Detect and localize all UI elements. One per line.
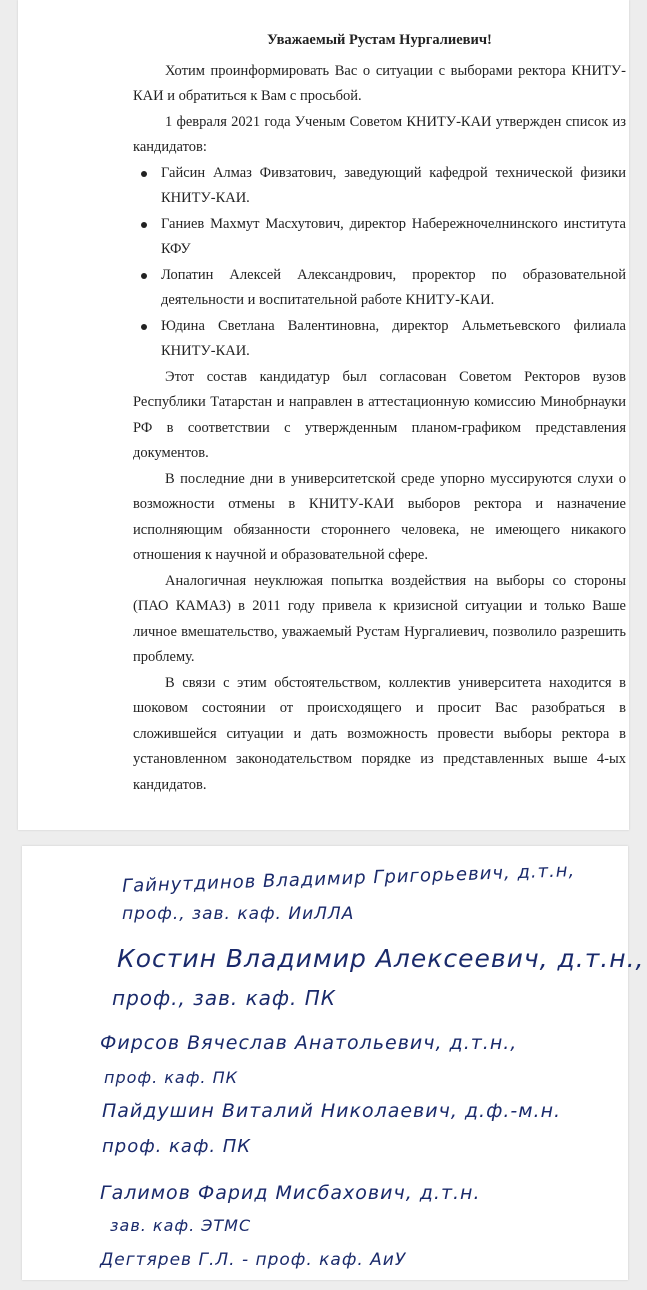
signature-entry [22, 984, 628, 1024]
signature-entry [22, 1250, 628, 1290]
handwritten-signature: Пайдушин Виталий Николаевич, д.ф.-м.н. [102, 1100, 562, 1122]
signature-entry [22, 904, 628, 944]
candidate-item: Лопатин Алексей Александрович, проректор по образовательной деятельности и воспитательной работе КНИТУ-КАИ. [161, 263, 626, 314]
letter-paragraph: В связи с этим обстоятельством, коллектив университета находится в шоковом состоянии от происходящего и просит Вас разобраться в сложившейся ситуации и дать возможность провести выборы ректора в установленном законодательством порядке из представленных выше 4-ых кандидатов. [133, 674, 626, 793]
bullet-icon [141, 324, 147, 330]
handwritten-signature: Костин Владимир Алексеевич, д.т.н., [117, 944, 645, 973]
signature-entry [22, 1100, 628, 1140]
candidate-list [133, 161, 626, 365]
letter-body [133, 28, 626, 798]
signature-entry [22, 1032, 628, 1072]
signature-page [22, 846, 645, 1280]
handwritten-signature: проф. каф. ПК [104, 1068, 238, 1087]
handwritten-signature: зав. каф. ЭТМС [110, 1216, 252, 1235]
candidate-item: Ганиев Махмут Масхутович, директор Набережночелнинского института КФУ [161, 212, 626, 263]
candidate-item: Гайсин Алмаз Фивзатович, заведующий кафедрой технической физики КНИТУ-КАИ. [161, 161, 626, 212]
handwritten-signature: Дегтярев Г.Л. - проф. каф. АиУ [100, 1250, 407, 1270]
letter-greeting: Уважаемый Рустам Нургалиевич! [267, 32, 492, 48]
letter-intro: Хотим проинформировать Вас о ситуации с выборами ректора КНИТУ-КАИ и обратиться к Вам с просьбой. [133, 62, 626, 104]
letter-page [18, 0, 629, 830]
signature-entry [22, 860, 628, 906]
handwritten-signature: Галимов Фарид Мисбахович, д.т.н. [100, 1182, 481, 1204]
bullet-icon [141, 222, 147, 228]
handwritten-signature: проф., зав. каф. ПК [112, 986, 336, 1010]
handwritten-signature: проф. каф. ПК [102, 1136, 252, 1157]
bullet-icon [141, 273, 147, 279]
handwritten-signature: проф., зав. каф. ИиЛЛА [122, 904, 355, 924]
letter-paragraph: Аналогичная неуклюжая попытка воздействия на выборы со стороны (ПАО КАМАЗ) в 2011 году привела к кризисной ситуации и только Ваше личное вмешательство, уважаемый Рустам Нургалиевич, позволило разрешить проблему. [133, 572, 626, 665]
signature-entry [22, 1136, 628, 1176]
handwritten-signature: Гайнутдинов Владимир Григорьевич, д.т.н, [121, 860, 576, 897]
letter-paragraph: В последние дни в университетской среде упорно муссируются слухи о возможности отмены в КНИТУ-КАИ выборов ректора и назначение исполняющим обязанности стороннего человека, не имеющего никакого отношения к научной и образовательной сфере. [133, 470, 626, 563]
candidate-item: Юдина Светлана Валентиновна, директор Альметьевского филиала КНИТУ-КАИ. [161, 314, 626, 365]
signature-entry [22, 944, 645, 984]
handwritten-signature: Фирсов Вячеслав Анатольевич, д.т.н., [100, 1032, 518, 1054]
letter-paragraph: Этот состав кандидатур был согласован Советом Ректоров вузов Республики Татарстан и направлен в аттестационную комиссию Минобрнауки РФ в соответствии с утвержденным планом-графиком представления документов. [133, 368, 626, 461]
bullet-icon [141, 171, 147, 177]
candidate-list-intro: 1 февраля 2021 года Ученым Советом КНИТУ-КАИ утвержден список из кандидатов: [133, 113, 626, 155]
